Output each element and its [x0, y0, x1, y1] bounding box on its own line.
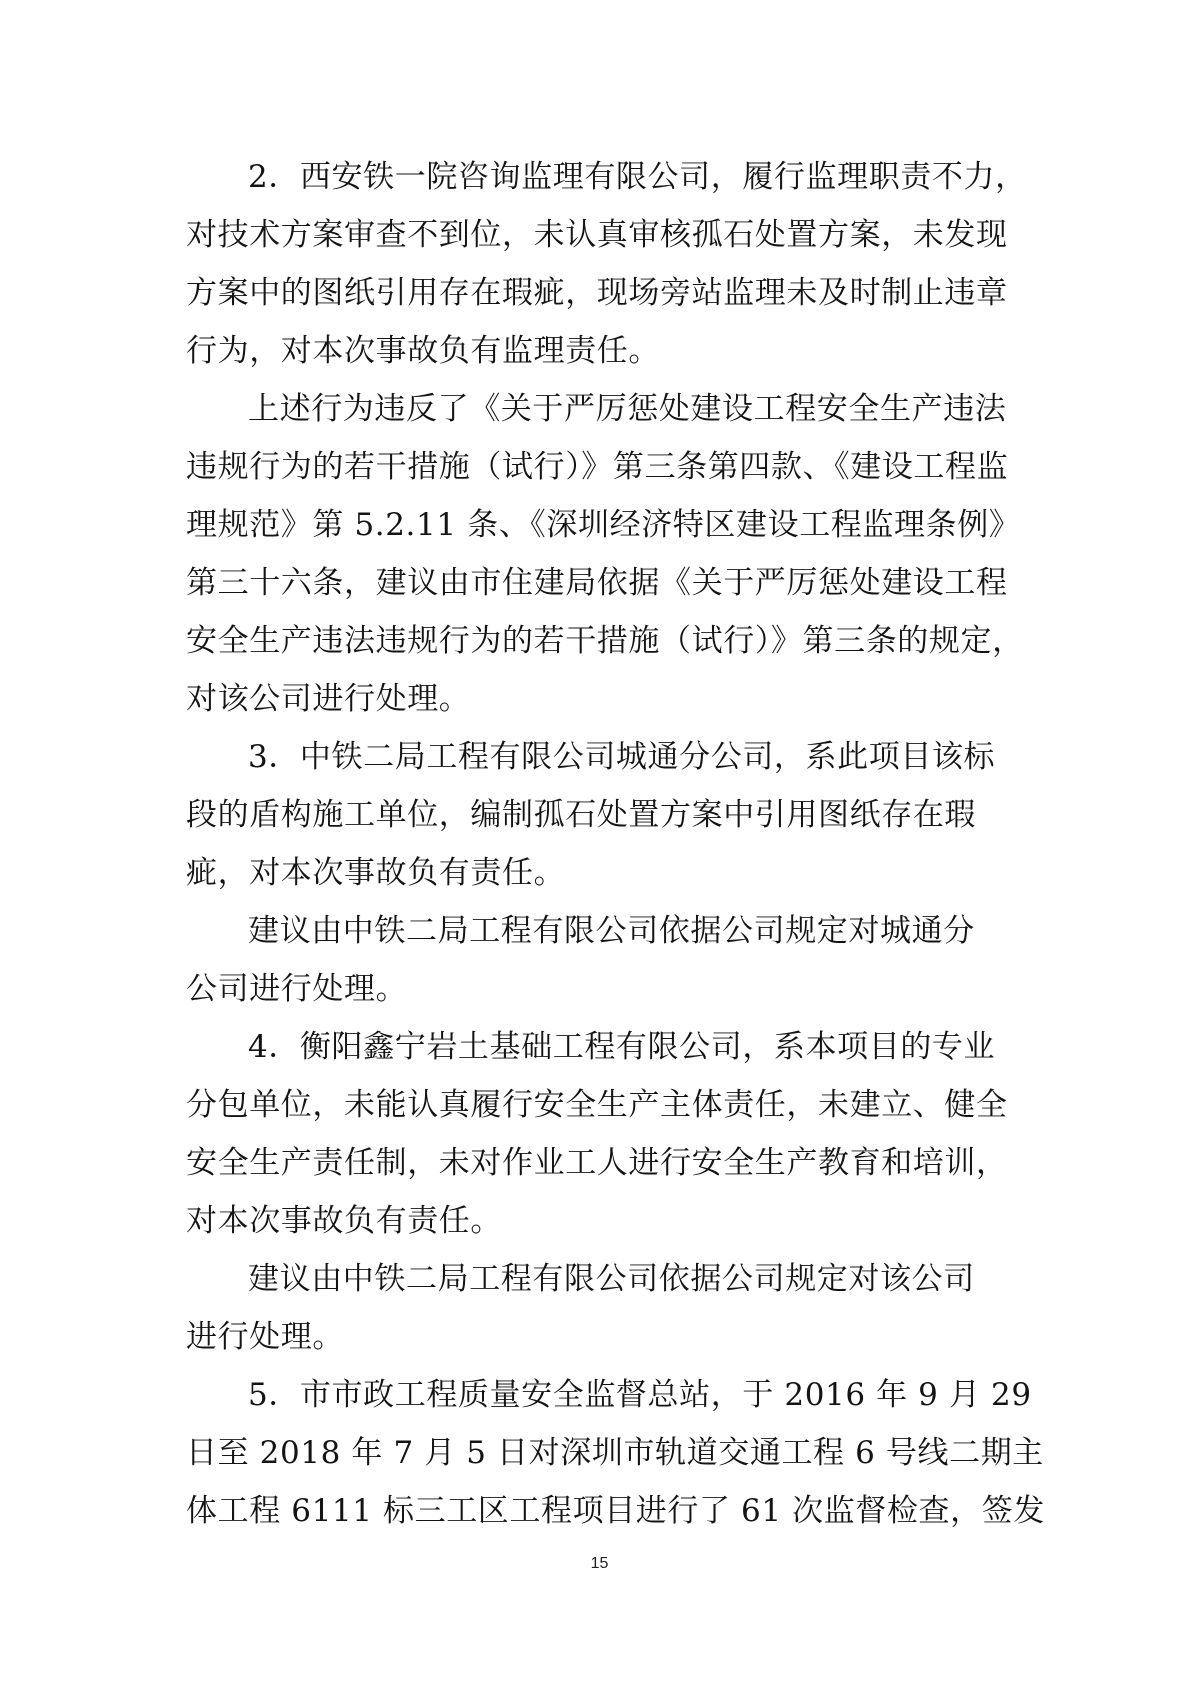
paragraph — [186, 728, 1026, 902]
text-line: 疵，对本次事故负有责任。 — [186, 855, 566, 891]
text-line: 上述行为违反了《关于严厉惩处建设工程安全生产违法 — [248, 391, 1007, 427]
text-line: 理规范》第 5.2.11 条、《深圳经济特区建设工程监理条例》 — [186, 507, 1021, 543]
document-body — [186, 148, 1045, 1540]
text-line: 建议由中铁二局工程有限公司依据公司规定对城通分 — [248, 913, 975, 949]
text-line: 安全生产责任制，未对作业工人进行安全生产教育和培训， — [186, 1145, 1008, 1181]
text-line: 段的盾构施工单位，编制孤石处置方案中引用图纸存在瑕 — [186, 797, 976, 833]
text-line: 3．中铁二局工程有限公司城通分公司，系此项目该标 — [248, 739, 996, 775]
text-line: 行为，对本次事故负有监理责任。 — [186, 333, 660, 369]
text-line: 2．西安铁一院咨询监理有限公司，履行监理职责不力， — [248, 159, 1027, 195]
text-line: 体工程 6111 标三工区工程项目进行了 61 次监督检查，签发 — [186, 1493, 1045, 1529]
text-line: 分包单位，未能认真履行安全生产主体责任，未建立、健全 — [186, 1087, 1008, 1123]
paragraph — [186, 380, 1026, 728]
text-line: 建议由中铁二局工程有限公司依据公司规定对该公司 — [248, 1261, 975, 1297]
paragraph — [186, 1250, 1026, 1366]
text-line: 4．衡阳鑫宁岩土基础工程有限公司，系本项目的专业 — [248, 1029, 996, 1065]
text-line: 对技术方案审查不到位，未认真审核孤石处置方案，未发现 — [186, 217, 1008, 253]
paragraph — [186, 1366, 1045, 1540]
text-line: 进行处理。 — [186, 1319, 344, 1355]
text-line: 违规行为的若干措施（试行）》第三条第四款、《建设工程监 — [186, 449, 1009, 485]
page-number: 15 — [590, 1555, 609, 1572]
text-line: 日至 2018 年 7 月 5 日对深圳市轨道交通工程 6 号线二期主 — [186, 1435, 1044, 1471]
paragraph — [186, 902, 1026, 1018]
text-line: 方案中的图纸引用存在瑕疵，现场旁站监理未及时制止违章 — [186, 275, 1008, 311]
text-line: 公司进行处理。 — [186, 971, 408, 1007]
text-line: 5．市市政工程质量安全监督总站，于 2016 年 9 月 29 — [248, 1377, 1032, 1413]
text-line: 对本次事故负有责任。 — [186, 1203, 502, 1239]
text-line: 第三十六条，建议由市住建局依据《关于严厉惩处建设工程 — [186, 565, 1008, 601]
text-line: 安全生产违法违规行为的若干措施（试行）》第三条的规定， — [186, 623, 1024, 659]
paragraph — [186, 148, 1026, 380]
paragraph — [186, 1018, 1026, 1250]
text-line: 对该公司进行处理。 — [186, 681, 471, 717]
